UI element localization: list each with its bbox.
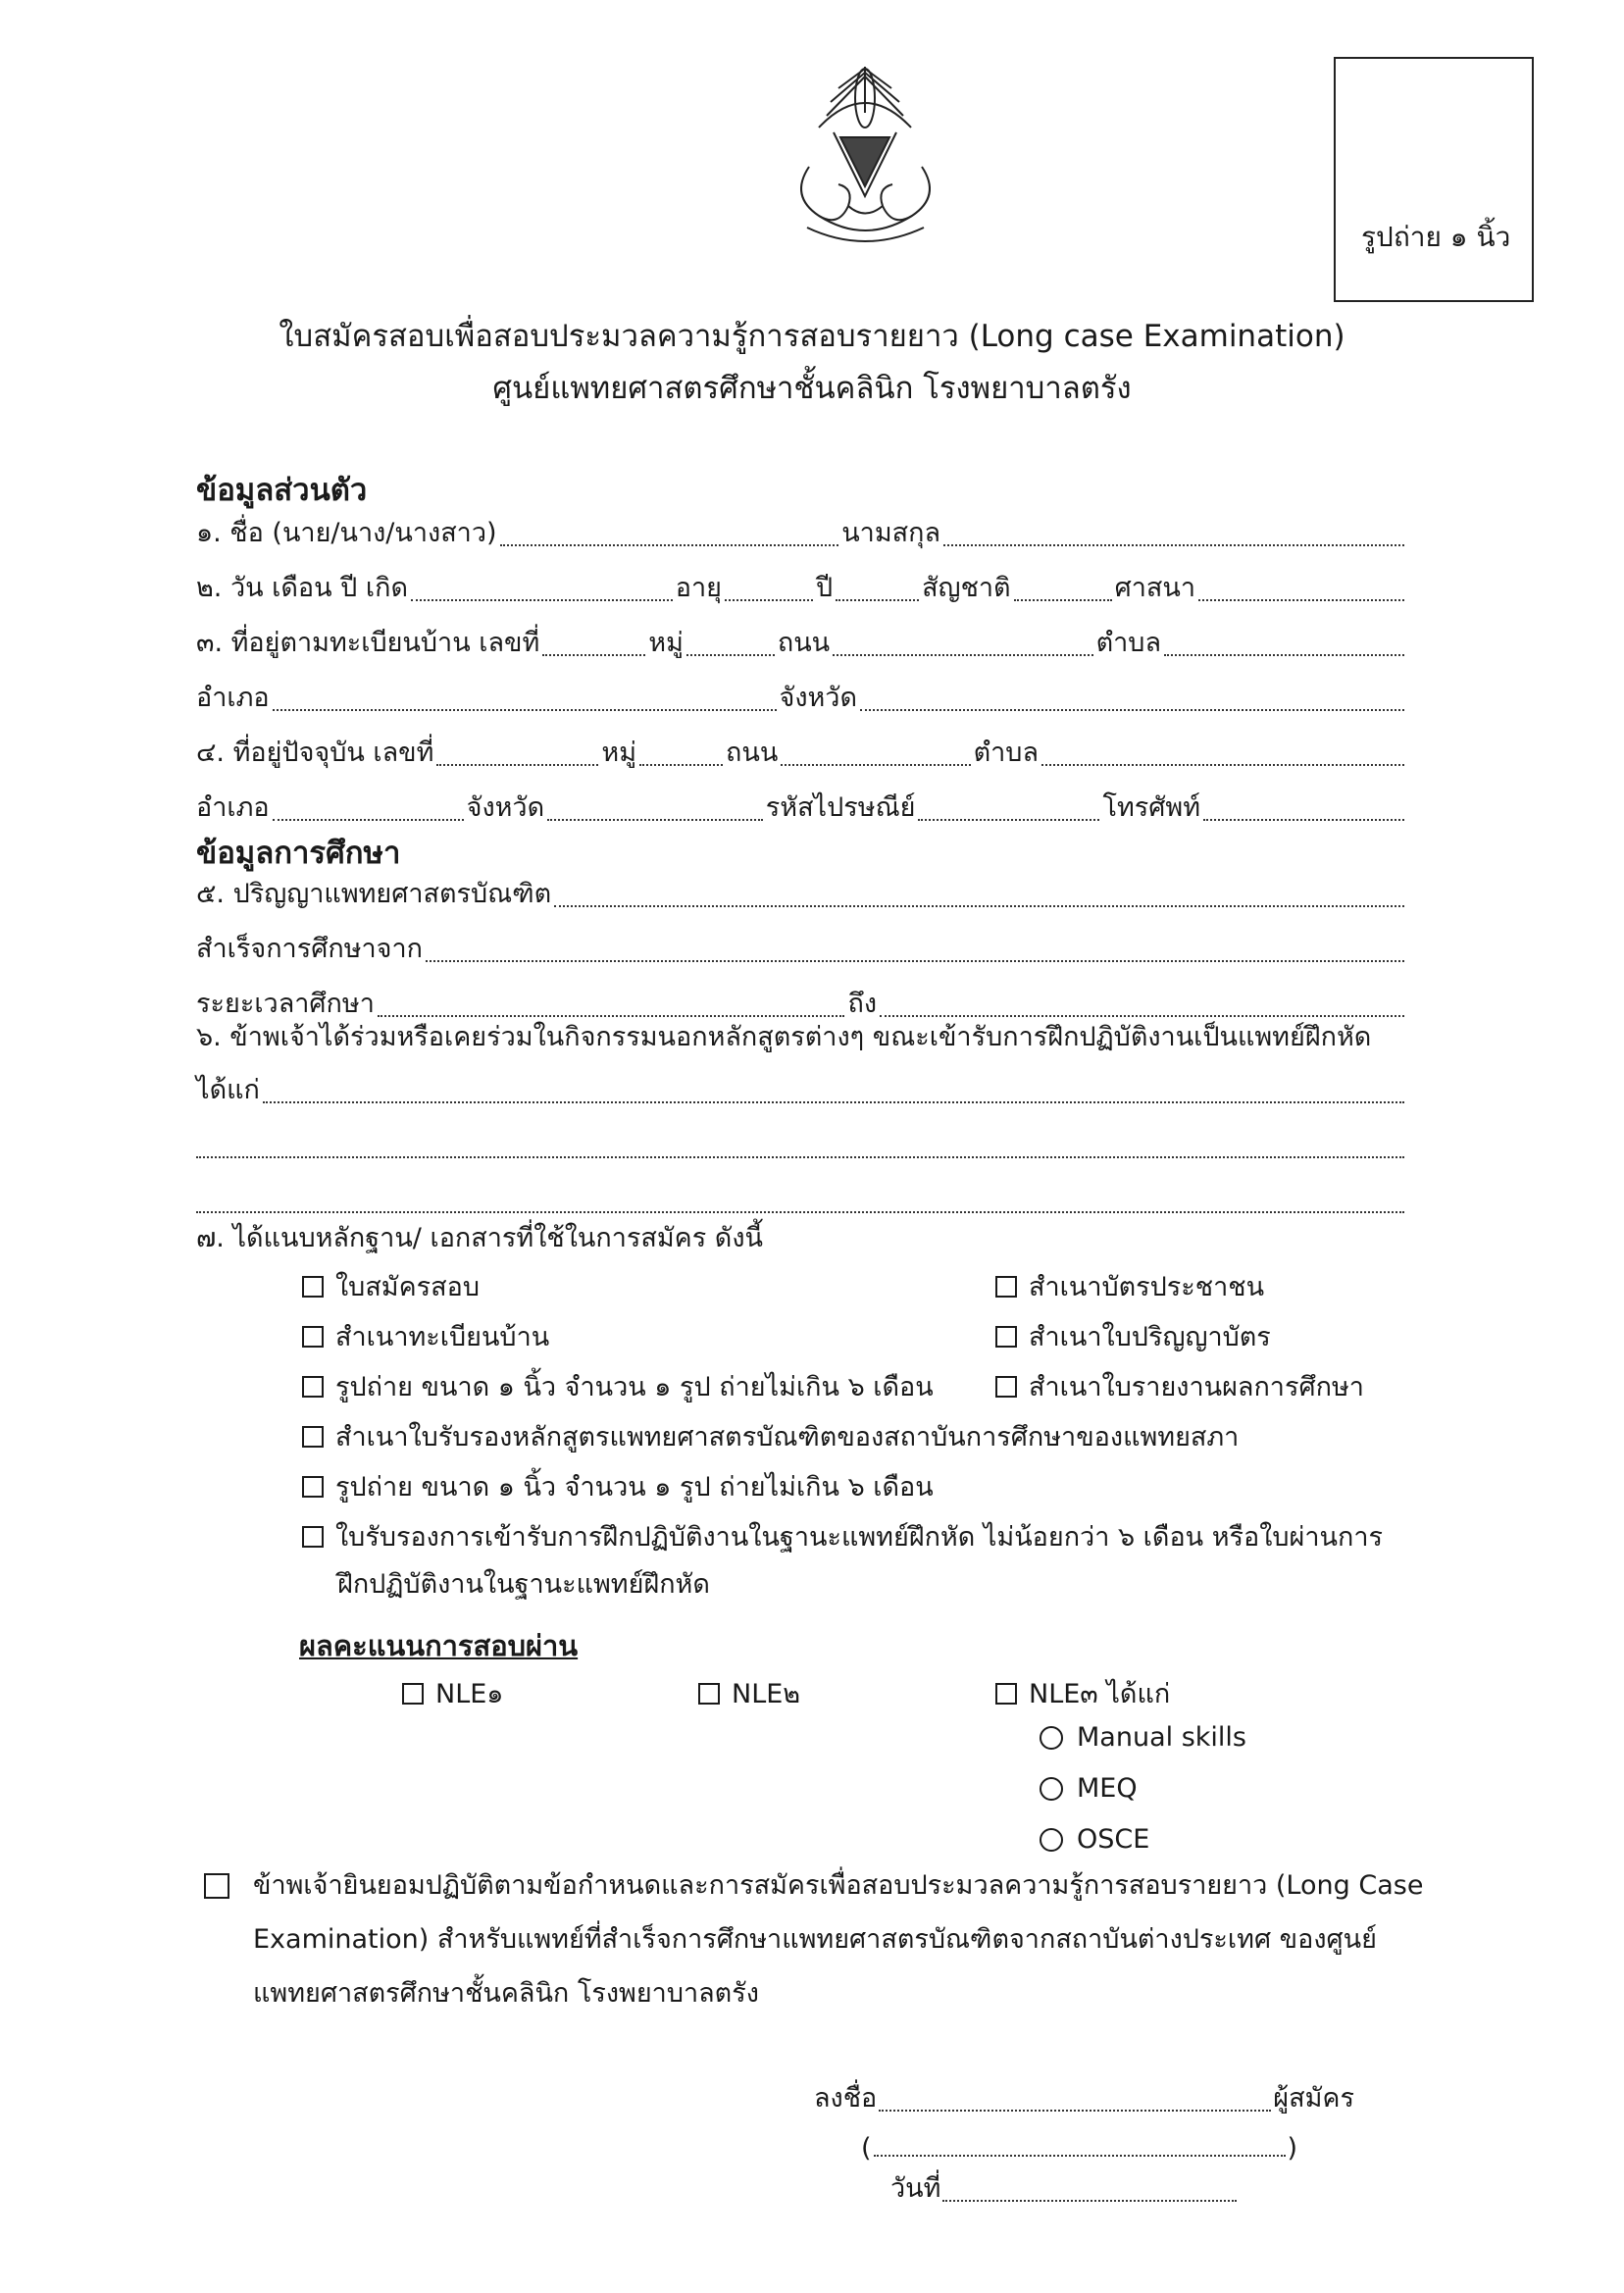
declaration-line-3: แพทยศาสตรศึกษาชั้นคลินิก โรงพยาบาลตรัง [253,1978,759,2009]
form-subtitle: ศูนย์แพทยศาสตรศึกษาชั้นคลินิก โรงพยาบาลตรัง [492,371,1132,406]
institution-emblem [780,59,951,250]
period-to-label: ถึง [847,989,877,1019]
name-label: ๑. ชื่อ (นาย/นาง/นางสาว) [196,518,497,548]
activities-row [196,1075,1407,1110]
close-paren: ) [1287,2133,1298,2164]
activities-label: ๖. ข้าพเจ้าได้ร่วมหรือเคยร่วมในกิจกรรมนอกหลักสูตรต่างๆ ขณะเข้ารับการฝึกปฏิบัติงานเป็นแพทย์ฝึกหัด [196,1022,1372,1052]
graduated-from-label: สำเร็จการศึกษาจาก [196,934,423,964]
checkbox[interactable] [995,1376,1017,1398]
education-heading: ข้อมูลการศึกษา [196,836,401,871]
activities-field-3[interactable] [196,1211,1404,1213]
nle2-option[interactable]: NLE๒ [698,1672,800,1714]
attach-curriculum-certificate[interactable]: สำเนาใบรับรองหลักสูตรแพทยศาสตรบัณฑิตของสถาบันการศึกษาของแพทยสภา [302,1415,1239,1457]
period-label: ระยะเวลาศึกษา [196,989,375,1019]
signature-row [814,2083,1354,2118]
printed-name-field[interactable] [874,2155,1286,2157]
nle1-option[interactable]: NLE๑ [402,1672,503,1714]
reg-province-label: จังหวัด [779,683,857,713]
reg-province-field[interactable] [860,709,1404,711]
reg-house-no-field[interactable] [542,654,645,656]
attach-id-card[interactable]: สำเนาบัตรประชาชน [995,1265,1264,1307]
cur-subdistrict-field[interactable] [1041,764,1404,766]
reg-subdistrict-label: ตำบล [1095,628,1161,658]
attach-photo-1[interactable]: รูปถ่าย ขนาด ๑ นิ้ว จำนวน ๑ รูป ถ่ายไม่เกิน ๖ เดือน [302,1365,934,1407]
cur-address-label: ๔. ที่อยู่ปัจจุบัน เลขที่ [196,738,434,768]
nle3-osce[interactable]: OSCE [1040,1824,1149,1855]
date-row [890,2173,1239,2209]
photo-label: รูปถ่าย ๑ นิ้ว [1361,221,1511,253]
attach-photo-2[interactable]: รูปถ่าย ขนาด ๑ นิ้ว จำนวน ๑ รูป ถ่ายไม่เกิน ๖ เดือน [302,1465,934,1507]
graduated-row [196,934,1407,969]
dob-field[interactable] [411,599,673,601]
activities-field-1[interactable] [263,1101,1404,1103]
attach-transcript[interactable]: สำเนาใบรายงานผลการศึกษา [995,1365,1364,1407]
activities-field-2[interactable] [196,1156,1404,1158]
cur-phone-field[interactable] [1203,819,1404,821]
date-field[interactable] [942,2200,1237,2202]
radio-button[interactable] [1040,1777,1063,1801]
cur-postcode-label: รหัสไปรษณีย์ [765,792,916,823]
checkbox[interactable] [302,1476,324,1498]
nle3-meq[interactable]: MEQ [1040,1773,1138,1804]
attach-degree-certificate[interactable]: สำเนาใบปริญญาบัตร [995,1315,1271,1357]
dob-row [196,573,1407,608]
checkbox[interactable] [302,1526,324,1548]
cur-moo-field[interactable] [639,764,723,766]
age-field[interactable] [725,599,813,601]
activities-row-2 [196,1130,1407,1165]
cur-road-field[interactable] [781,764,970,766]
open-paren: ( [861,2133,872,2164]
dob-label: ๒. วัน เดือน ปี เกิด [196,573,409,603]
cur-postcode-field[interactable] [918,819,1099,821]
degree-field[interactable] [554,905,1404,907]
attach-house-registration[interactable]: สำเนาทะเบียนบ้าน [302,1315,549,1357]
period-from-field[interactable] [378,1015,845,1017]
reg-subdistrict-field[interactable] [1164,654,1404,656]
checkbox[interactable] [698,1683,720,1705]
checkbox[interactable] [204,1873,229,1899]
applicant-label: ผู้สมัคร [1273,2083,1354,2114]
reg-district-label: อำเภอ [196,683,270,713]
name-row [196,518,1407,553]
reg-district-field[interactable] [273,709,777,711]
nle3-manual-skills[interactable]: Manual skills [1040,1722,1246,1753]
age-label: อายุ [675,573,722,603]
year-field[interactable] [836,599,919,601]
checkbox[interactable] [302,1426,324,1448]
checkbox[interactable] [302,1326,324,1348]
reg-road-field[interactable] [833,654,1092,656]
checkbox[interactable] [995,1276,1017,1298]
nationality-field[interactable] [1014,599,1112,601]
date-label: วันที่ [890,2173,941,2204]
religion-field[interactable] [1198,599,1404,601]
photo-placeholder-box[interactable] [1334,57,1534,302]
reg-road-label: ถนน [777,628,831,658]
nle3-option[interactable]: NLE๓ ได้แก่ [995,1672,1170,1714]
personal-info-heading: ข้อมูลส่วนตัว [196,473,368,508]
cur-province-field[interactable] [547,819,763,821]
signature-field[interactable] [879,2110,1271,2112]
exam-results-heading: ผลคะแนนการสอบผ่าน [299,1629,579,1662]
cur-road-label: ถนน [726,738,779,768]
cur-subdistrict-label: ตำบล [973,738,1039,768]
reg-address-label: ๓. ที่อยู่ตามทะเบียนบ้าน เลขที่ [196,628,540,658]
sign-label: ลงชื่อ [814,2083,878,2114]
checkbox[interactable] [302,1376,324,1398]
radio-button[interactable] [1040,1726,1063,1750]
religion-label: ศาสนา [1114,573,1195,603]
declaration-checkbox[interactable] [204,1873,241,1903]
checkbox[interactable] [995,1683,1017,1705]
activities-row-3 [196,1185,1407,1220]
graduated-from-field[interactable] [426,960,1404,962]
cur-province-label: จังหวัด [466,792,545,823]
internship-continuation: ฝึกปฏิบัติงานในฐานะแพทย์ฝึกหัด [337,1569,710,1600]
cur-house-no-field[interactable] [436,764,598,766]
activities-detail-label: ได้แก่ [196,1075,260,1105]
degree-row [196,879,1407,914]
attach-internship-certificate[interactable]: ใบรับรองการเข้ารับการฝึกปฏิบัติงานในฐานะแพทย์ฝึกหัด ไม่น้อยกว่า ๖ เดือน หรือใบผ่านการ [302,1515,1383,1557]
nationality-label: สัญชาติ [922,573,1011,603]
attachments-heading: ๗. ได้แนบหลักฐาน/ เอกสารที่ใช้ในการสมัคร ดังนี้ [196,1223,763,1253]
period-to-field[interactable] [880,1015,1404,1017]
reg-moo-field[interactable] [686,654,775,656]
declaration-line-1: ข้าพเจ้ายินยอมปฏิบัติตามข้อกำหนดและการสมัครเพื่อสอบประมวลความรู้การสอบรายยาว (Long Case [253,1870,1424,1901]
checkbox[interactable] [995,1326,1017,1348]
checkbox[interactable] [402,1683,424,1705]
printed-name-row [861,2128,1297,2164]
reg-district-row [196,683,1407,718]
cur-address-row [196,738,1407,773]
form-title: ใบสมัครสอบเพื่อสอบประมวลความรู้การสอบรายยาว (Long case Examination) [279,319,1345,354]
attach-application-form[interactable]: ใบสมัครสอบ [302,1265,480,1307]
declaration-line-2: Examination) สำหรับแพทย์ที่สำเร็จการศึกษาแพทยศาสตรบัณฑิตจากสถาบันต่างประเทศ ของศูนย์ [253,1924,1377,1955]
cur-phone-label: โทรศัพท์ [1102,792,1200,823]
checkbox[interactable] [302,1276,324,1298]
reg-moo-label: หมู่ [648,628,684,658]
surname-field[interactable] [943,544,1404,546]
name-field[interactable] [500,544,839,546]
radio-button[interactable] [1040,1828,1063,1852]
cur-district-row [196,792,1407,828]
surname-label: นามสกุล [841,518,940,548]
reg-address-row [196,628,1407,663]
cur-district-field[interactable] [273,819,464,821]
period-row [196,989,1407,1024]
cur-district-label: อำเภอ [196,792,270,823]
degree-label: ๕. ปริญญาแพทยศาสตรบัณฑิต [196,879,552,909]
year-label: ปี [815,573,834,603]
cur-moo-label: หมู่ [601,738,637,768]
